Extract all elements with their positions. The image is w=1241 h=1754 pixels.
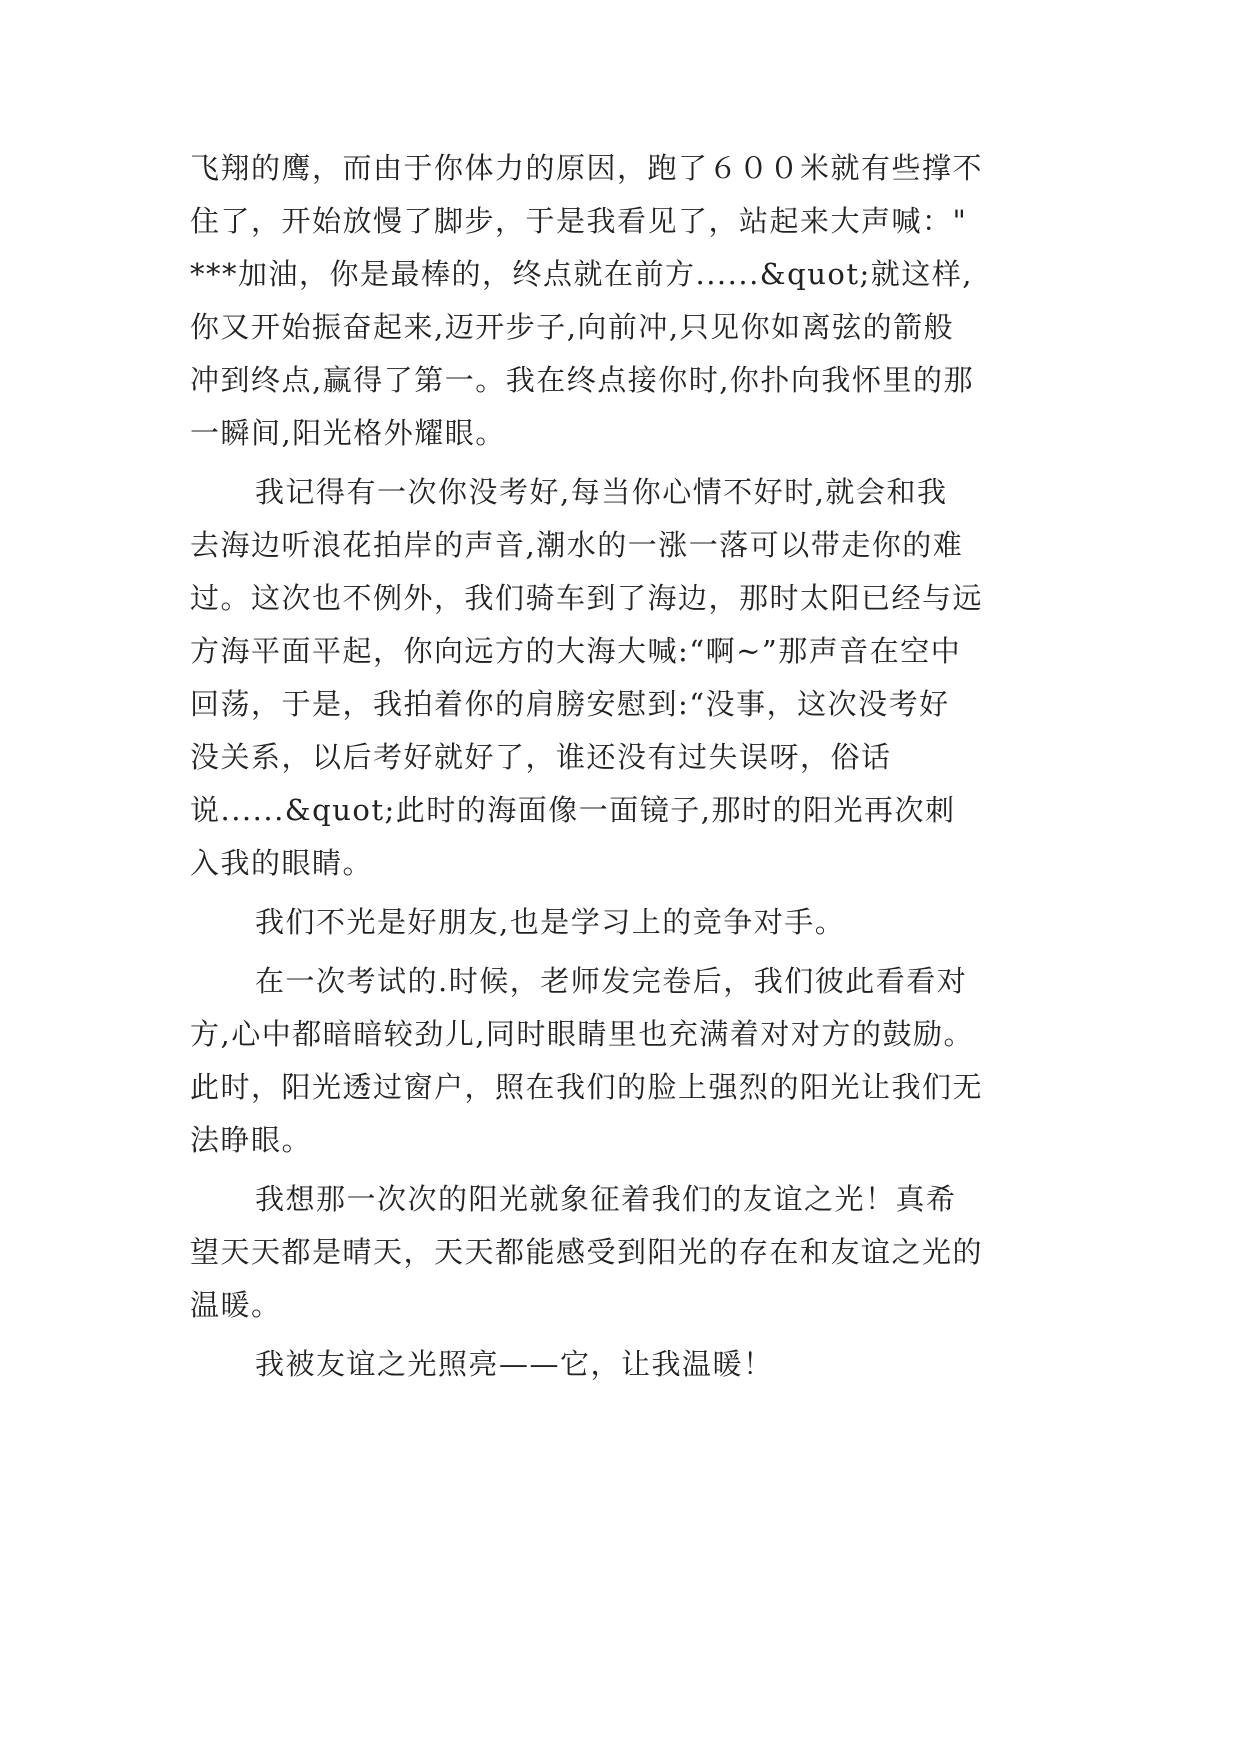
text-line: 回荡，于是，我拍着你的肩膀安慰到:“没事，这次没考好 — [190, 687, 950, 721]
text-line: 此时，阳光透过窗户，照在我们的脸上强烈的阳光让我们无 — [190, 1070, 984, 1104]
text-line: 飞翔的鹰，而由于你体力的原因，跑了６００米就有些撑不 — [190, 151, 984, 185]
text-line: 冲到终点,赢得了第一。我在终点接你时,你扑向我怀里的那 — [190, 363, 974, 397]
paragraph-first-line: 我被友谊之光照亮——它，让我温暖！ — [255, 1347, 774, 1381]
paragraph-first-line: 在一次考试的.时候，老师发完卷后，我们彼此看看对 — [255, 964, 968, 998]
text-line: ***加油，你是最棒的，终点就在前方......&quot;就这样, — [190, 257, 973, 291]
paragraph-first-line: 我记得有一次你没考好,每当你心情不好时,就会和我 — [255, 475, 948, 509]
text-line: 过。这次也不例外，我们骑车到了海边，那时太阳已经与远 — [190, 581, 984, 615]
text-line: 望天天都是晴天，天天都能感受到阳光的存在和友谊之光的 — [190, 1235, 984, 1269]
text-line: 温暖。 — [190, 1288, 282, 1322]
text-line: 没关系，以后考好就好了，谁还没有过失误呀，俗话 — [190, 740, 892, 774]
text-line: 说......&quot;此时的海面像一面镜子,那时的阳光再次刺 — [190, 793, 956, 827]
paragraph-first-line: 我想那一次次的阳光就象征着我们的友谊之光！真希 — [255, 1182, 957, 1216]
text-line: 方,心中都暗暗较劲儿,同时眼睛里也充满着对对方的鼓励。 — [190, 1017, 974, 1051]
text-line: 一瞬间,阳光格外耀眼。 — [190, 416, 506, 450]
text-line: 住了，开始放慢了脚步，于是我看见了，站起来大声喊：" — [190, 204, 968, 238]
text-line: 法睁眼。 — [190, 1123, 313, 1157]
text-line: 入我的眼睛。 — [190, 846, 374, 880]
text-line: 你又开始振奋起来,迈开步子,向前冲,只见你如离弦的箭般 — [190, 310, 955, 344]
paragraph-first-line: 我们不光是好朋友,也是学习上的竞争对手。 — [255, 905, 846, 939]
text-line: 方海平面平起，你向远方的大海大喊:“啊~”那声音在空中 — [190, 634, 962, 668]
text-line: 去海边听浪花拍岸的声音,潮水的一涨一落可以带走你的难 — [190, 528, 964, 562]
